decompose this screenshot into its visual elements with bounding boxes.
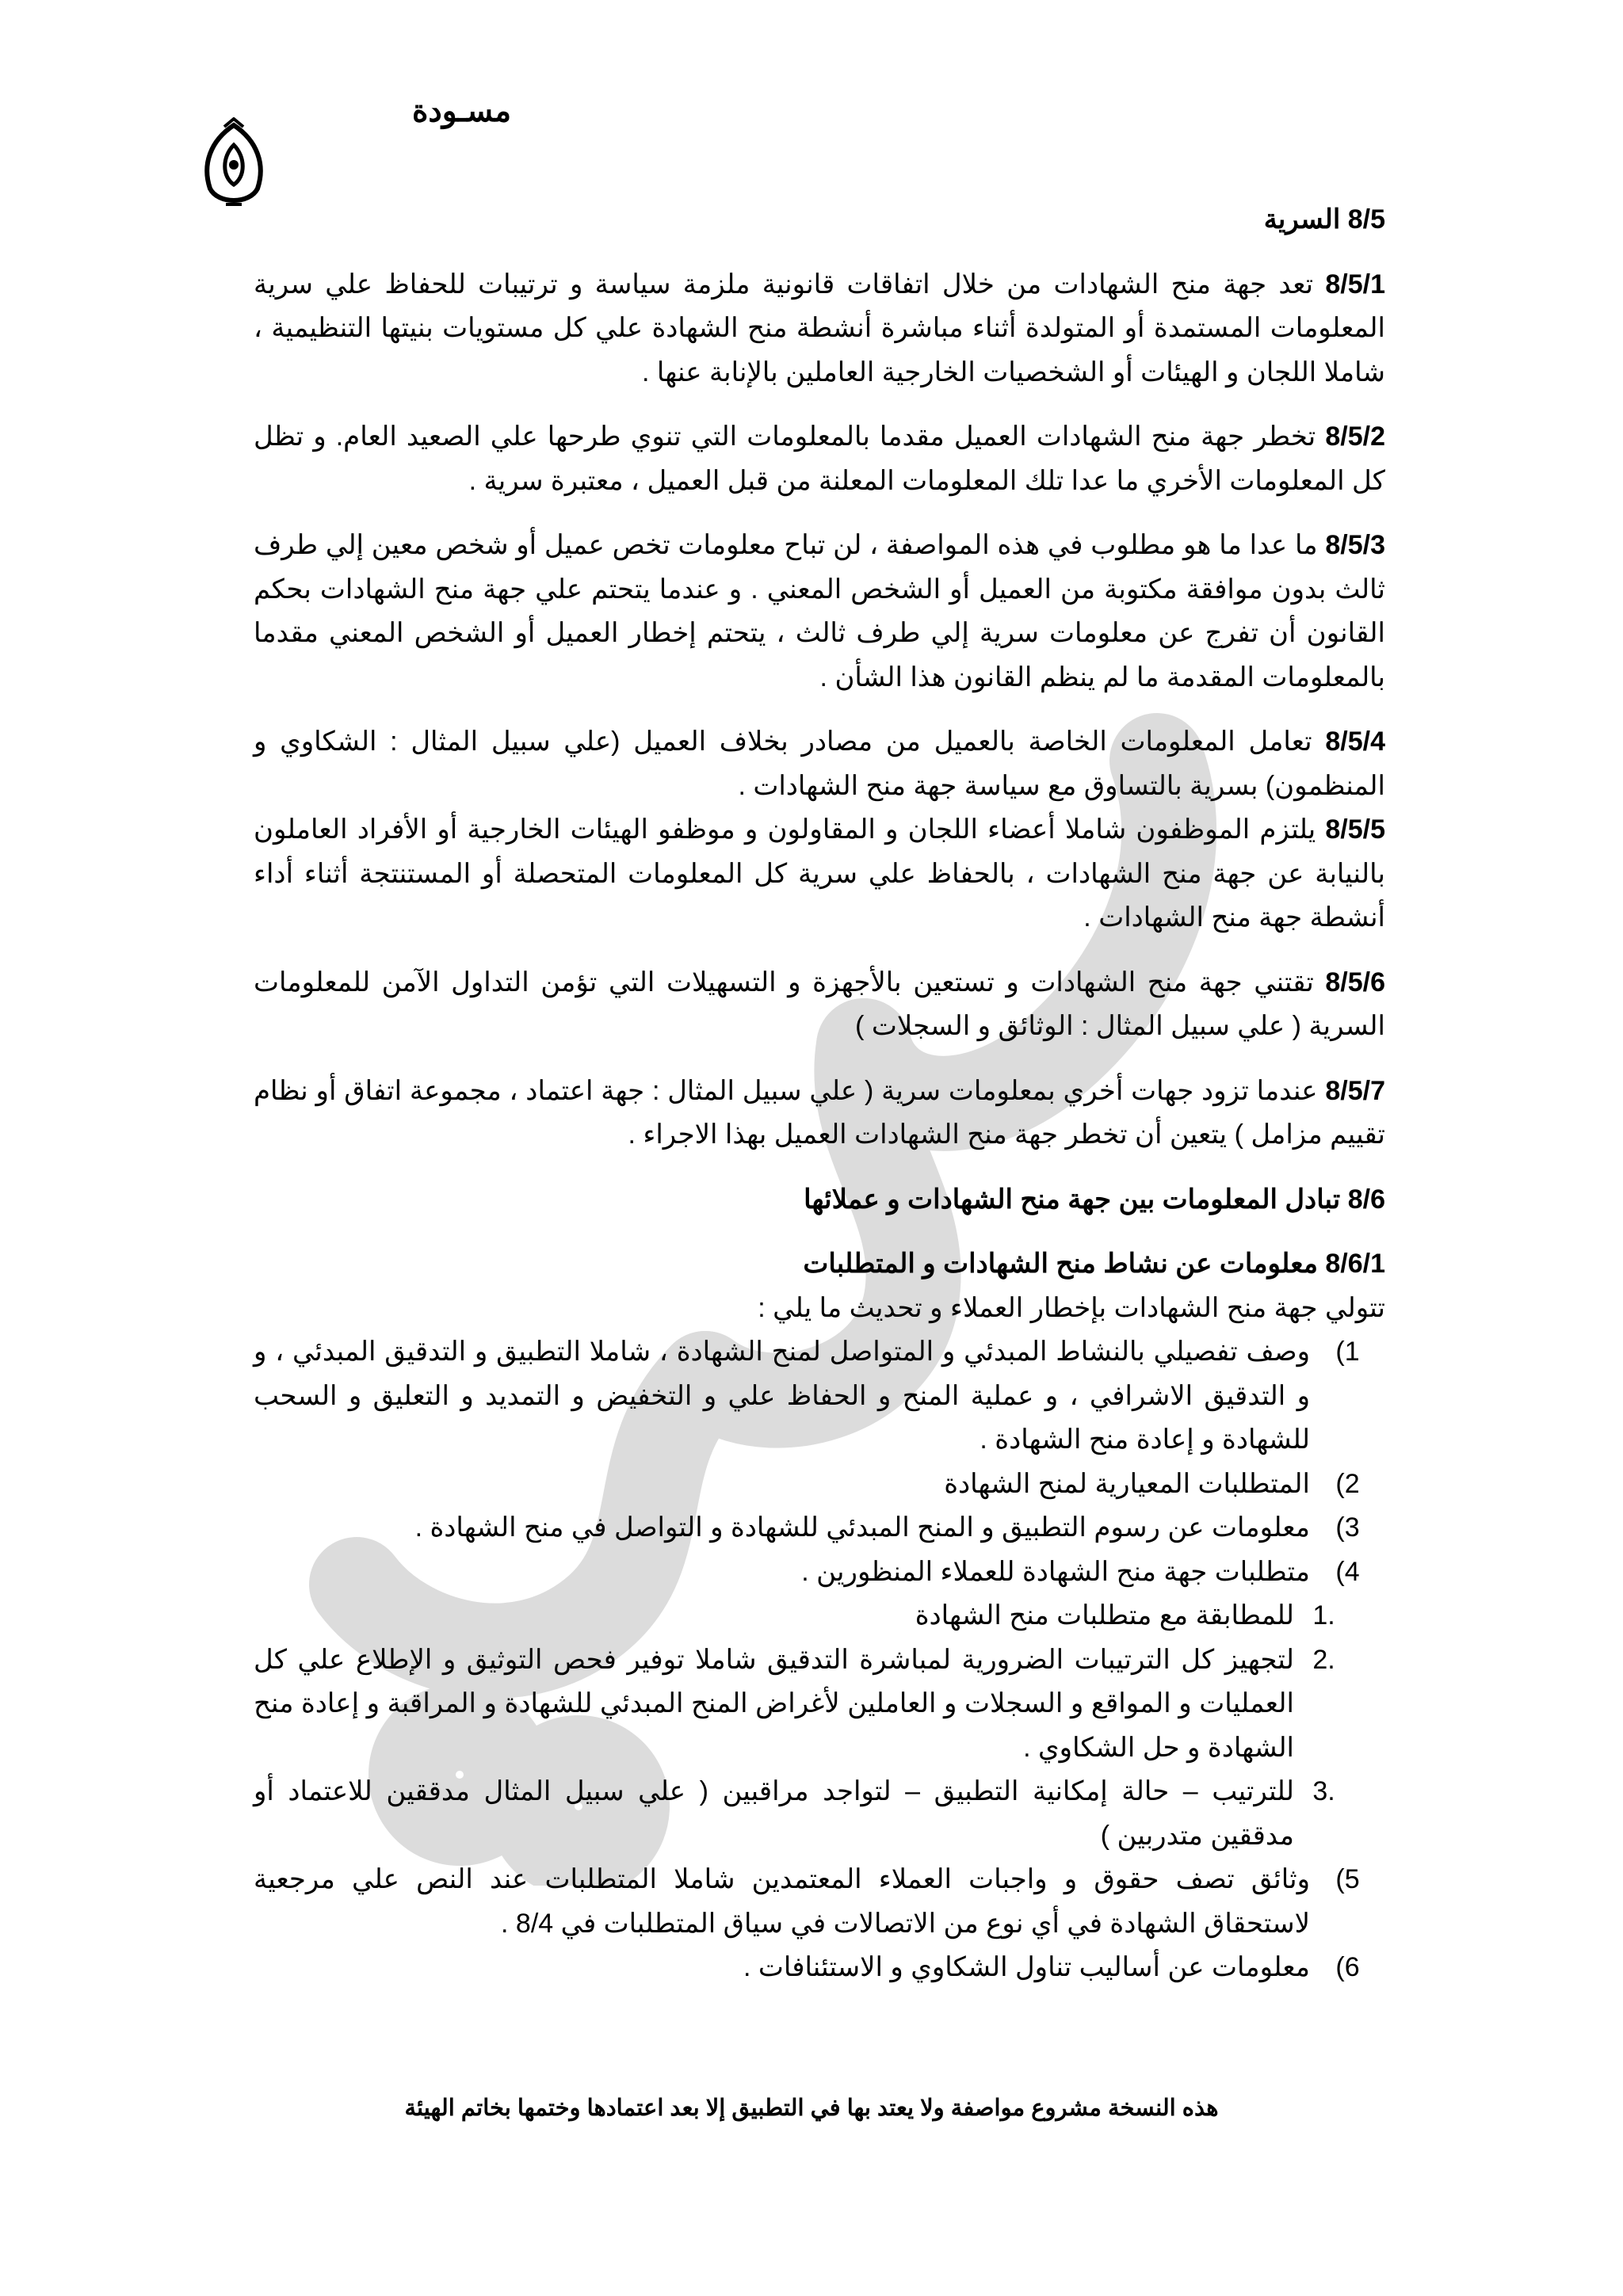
list-item — [254, 1330, 1385, 1463]
section-heading — [254, 1242, 1385, 1287]
clause-number: 8/5/4 — [1325, 727, 1385, 757]
clause-text: تقتني جهة منح الشهادات و تستعين بالأجهزة و التسهيلات التي تؤمن التداول الآمن للمعلومات السرية ( علي سبيل المثال : الوثائق و السجلات ) — [254, 967, 1385, 1041]
sub-list-item — [254, 1638, 1385, 1771]
sub-list-item — [254, 1594, 1385, 1638]
clause-text: تخطر جهة منح الشهادات العميل مقدما بالمعلومات التي تنوي طرحها علي الصعيد العام. و تظل كل المعلومات الأخري ما عدا تلك المعلومات المعلنة من قبل العميل ، معتبرة سرية . — [254, 421, 1385, 496]
clause-paragraph — [254, 961, 1385, 1049]
clause-number: 8/6 — [1347, 1184, 1385, 1215]
clause-number: 8/5/3 — [1325, 530, 1385, 560]
list-item-text: المتطلبات المعيارية لمنح الشهادة — [944, 1468, 1310, 1499]
list-item-text: وصف تفصيلي بالنشاط المبدئي و المتواصل لمنح الشهادة ، شاملا التطبيق و التدقيق المبدئي ، و و التدقيق الاشرافي ، و عملية المنح و الحفاظ علي و التخفيض و التمديد و التعليق و السحب للشهادة و إعادة منح الشهادة . — [254, 1337, 1310, 1455]
list-item — [254, 1463, 1385, 1507]
list-item-text: للمطابقة مع متطلبات منح الشهادة — [915, 1600, 1294, 1630]
document-body — [254, 198, 1385, 1990]
clause-paragraph — [254, 720, 1385, 808]
clause-paragraph — [254, 524, 1385, 700]
clause-paragraph — [254, 808, 1385, 940]
clause-text: يلتزم الموظفون شاملا أعضاء اللجان و المقاولون و موظفو الهيئات الخارجية أو الأفراد العاملون بالنيابة عن جهة منح الشهادات ، بالحفاظ علي سرية كل المعلومات المتحصلة أو المستنتجة أثناء أداء أنشطة جهة منح الشهادات . — [254, 814, 1385, 933]
clause-number: 8/5/2 — [1325, 421, 1385, 452]
clause-text: تعد جهة منح الشهادات من خلال اتفاقات قانونية ملزمة سياسة و ترتيبات للحفاظ علي سرية المعلومات المستمدة أو المتولدة أثناء مباشرة أنشطة منح الشهادة علي كل مستويات بنيتها التنظيمية ، شاملا اللجان و الهيئات أو الشخصيات الخارجية العاملين بالإنابة عنها . — [254, 269, 1385, 387]
list-index: .3 — [1312, 1776, 1335, 1806]
list-item-text: لتجهيز كل الترتيبات الضرورية لمباشرة التدقيق شاملا توفير فحص التوثيق و الإطلاع علي كل العمليات و المواقع و السجلات و العاملين لأغراض المنح المبدئي للشهادة و المراقبة و إعادة منح الشهادة و حل الشكاوي . — [254, 1644, 1294, 1763]
list-index: 3) — [1335, 1512, 1360, 1543]
clause-text: ما عدا ما هو مطلوب في هذه المواصفة ، لن تباح معلومات تخص عميل أو شخص معين إلي طرف ثالث بدون موافقة مكتوبة من العميل أو الشخص المعني . و عندما يتحتم علي جهة منح الشهادات بحكم القانون أن تفرج عن معلومات سرية إلي طرف ثالث ، يتحتم إخطار العميل أو الشخص المعني مقدما بالمعلومات المقدمة ما لم ينظم القانون هذا الشأن . — [254, 530, 1385, 692]
clause-text: تعامل المعلومات الخاصة بالعميل من مصادر بخلاف العميل (علي سبيل المثال : الشكاوي و المنظمون) بسرية بالتساوق مع سياسة جهة منح الشهادات . — [254, 727, 1385, 801]
clause-paragraph — [254, 415, 1385, 503]
list-item-text: معلومات عن رسوم التطبيق و المنح المبدئي للشهادة و التواصل في منح الشهادة . — [414, 1512, 1310, 1543]
list-item-text: معلومات عن أساليب تناول الشكاوي و الاستئنافات . — [743, 1952, 1310, 1982]
draft-label: مسـودة — [411, 94, 511, 128]
intro-text: تتولي جهة منح الشهادات بإخطار العملاء و تحديث ما يلي : — [758, 1292, 1385, 1323]
list-index: 5) — [1335, 1864, 1360, 1894]
clause-paragraph — [254, 1070, 1385, 1158]
list-index: 2) — [1335, 1468, 1360, 1499]
list-index: .1 — [1312, 1600, 1335, 1630]
list-item-text: للترتيب – حالة إمكانية التطبيق – لتواجد مراقبين ( علي سبيل المثال مدققين للاعتماد أو مدققين متدربين ) — [254, 1776, 1294, 1851]
section-heading — [254, 198, 1385, 242]
clause-text: تبادل المعلومات بين جهة منح الشهادات و عملائها — [804, 1184, 1341, 1215]
clause-text: السرية — [1263, 204, 1341, 235]
footer-note: هذه النسخة مشروع مواصفة ولا يعتد بها في التطبيق إلا بعد اعتمادها وختمها بخاتم الهيئة — [404, 2096, 1219, 2121]
list-item-text: متطلبات جهة منح الشهادة للعملاء المنظورين . — [801, 1556, 1310, 1587]
list-item — [254, 1946, 1385, 1990]
clause-number: 8/5/6 — [1325, 967, 1385, 997]
clause-paragraph — [254, 263, 1385, 395]
clause-text: عندما تزود جهات أخري بمعلومات سرية ( علي سبيل المثال : جهة اعتماد ، مجموعة اتفاق أو نظام تقييم مزامل ) يتعين أن تخطر جهة منح الشهادات العميل بهذا الاجراء . — [254, 1075, 1385, 1150]
sub-list-item — [254, 1770, 1385, 1858]
clause-number: 8/5/1 — [1325, 269, 1385, 299]
list-item — [254, 1506, 1385, 1550]
list-index: .2 — [1312, 1644, 1335, 1675]
section-heading — [254, 1178, 1385, 1222]
list-item — [254, 1858, 1385, 1946]
clause-number: 8/5/5 — [1325, 814, 1386, 845]
list-item — [254, 1550, 1385, 1595]
list-item-text: وثائق تصف حقوق و واجبات العملاء المعتمدين شاملا المتطلبات عند النص علي مرجعية لاستحقاق الشهادة في أي نوع من الاتصالات في سياق المتطلبات في 8/4 . — [254, 1864, 1310, 1939]
clause-number: 8/5/7 — [1325, 1075, 1385, 1106]
clause-text: معلومات عن نشاط منح الشهادات و المتطلبات — [803, 1249, 1318, 1279]
clause-number: 8/5 — [1347, 204, 1385, 235]
list-index: 6) — [1335, 1952, 1360, 1982]
list-index: 1) — [1335, 1337, 1360, 1367]
clause-number: 8/6/1 — [1325, 1249, 1385, 1279]
document-header — [194, 93, 511, 212]
list-index: 4) — [1335, 1556, 1360, 1587]
